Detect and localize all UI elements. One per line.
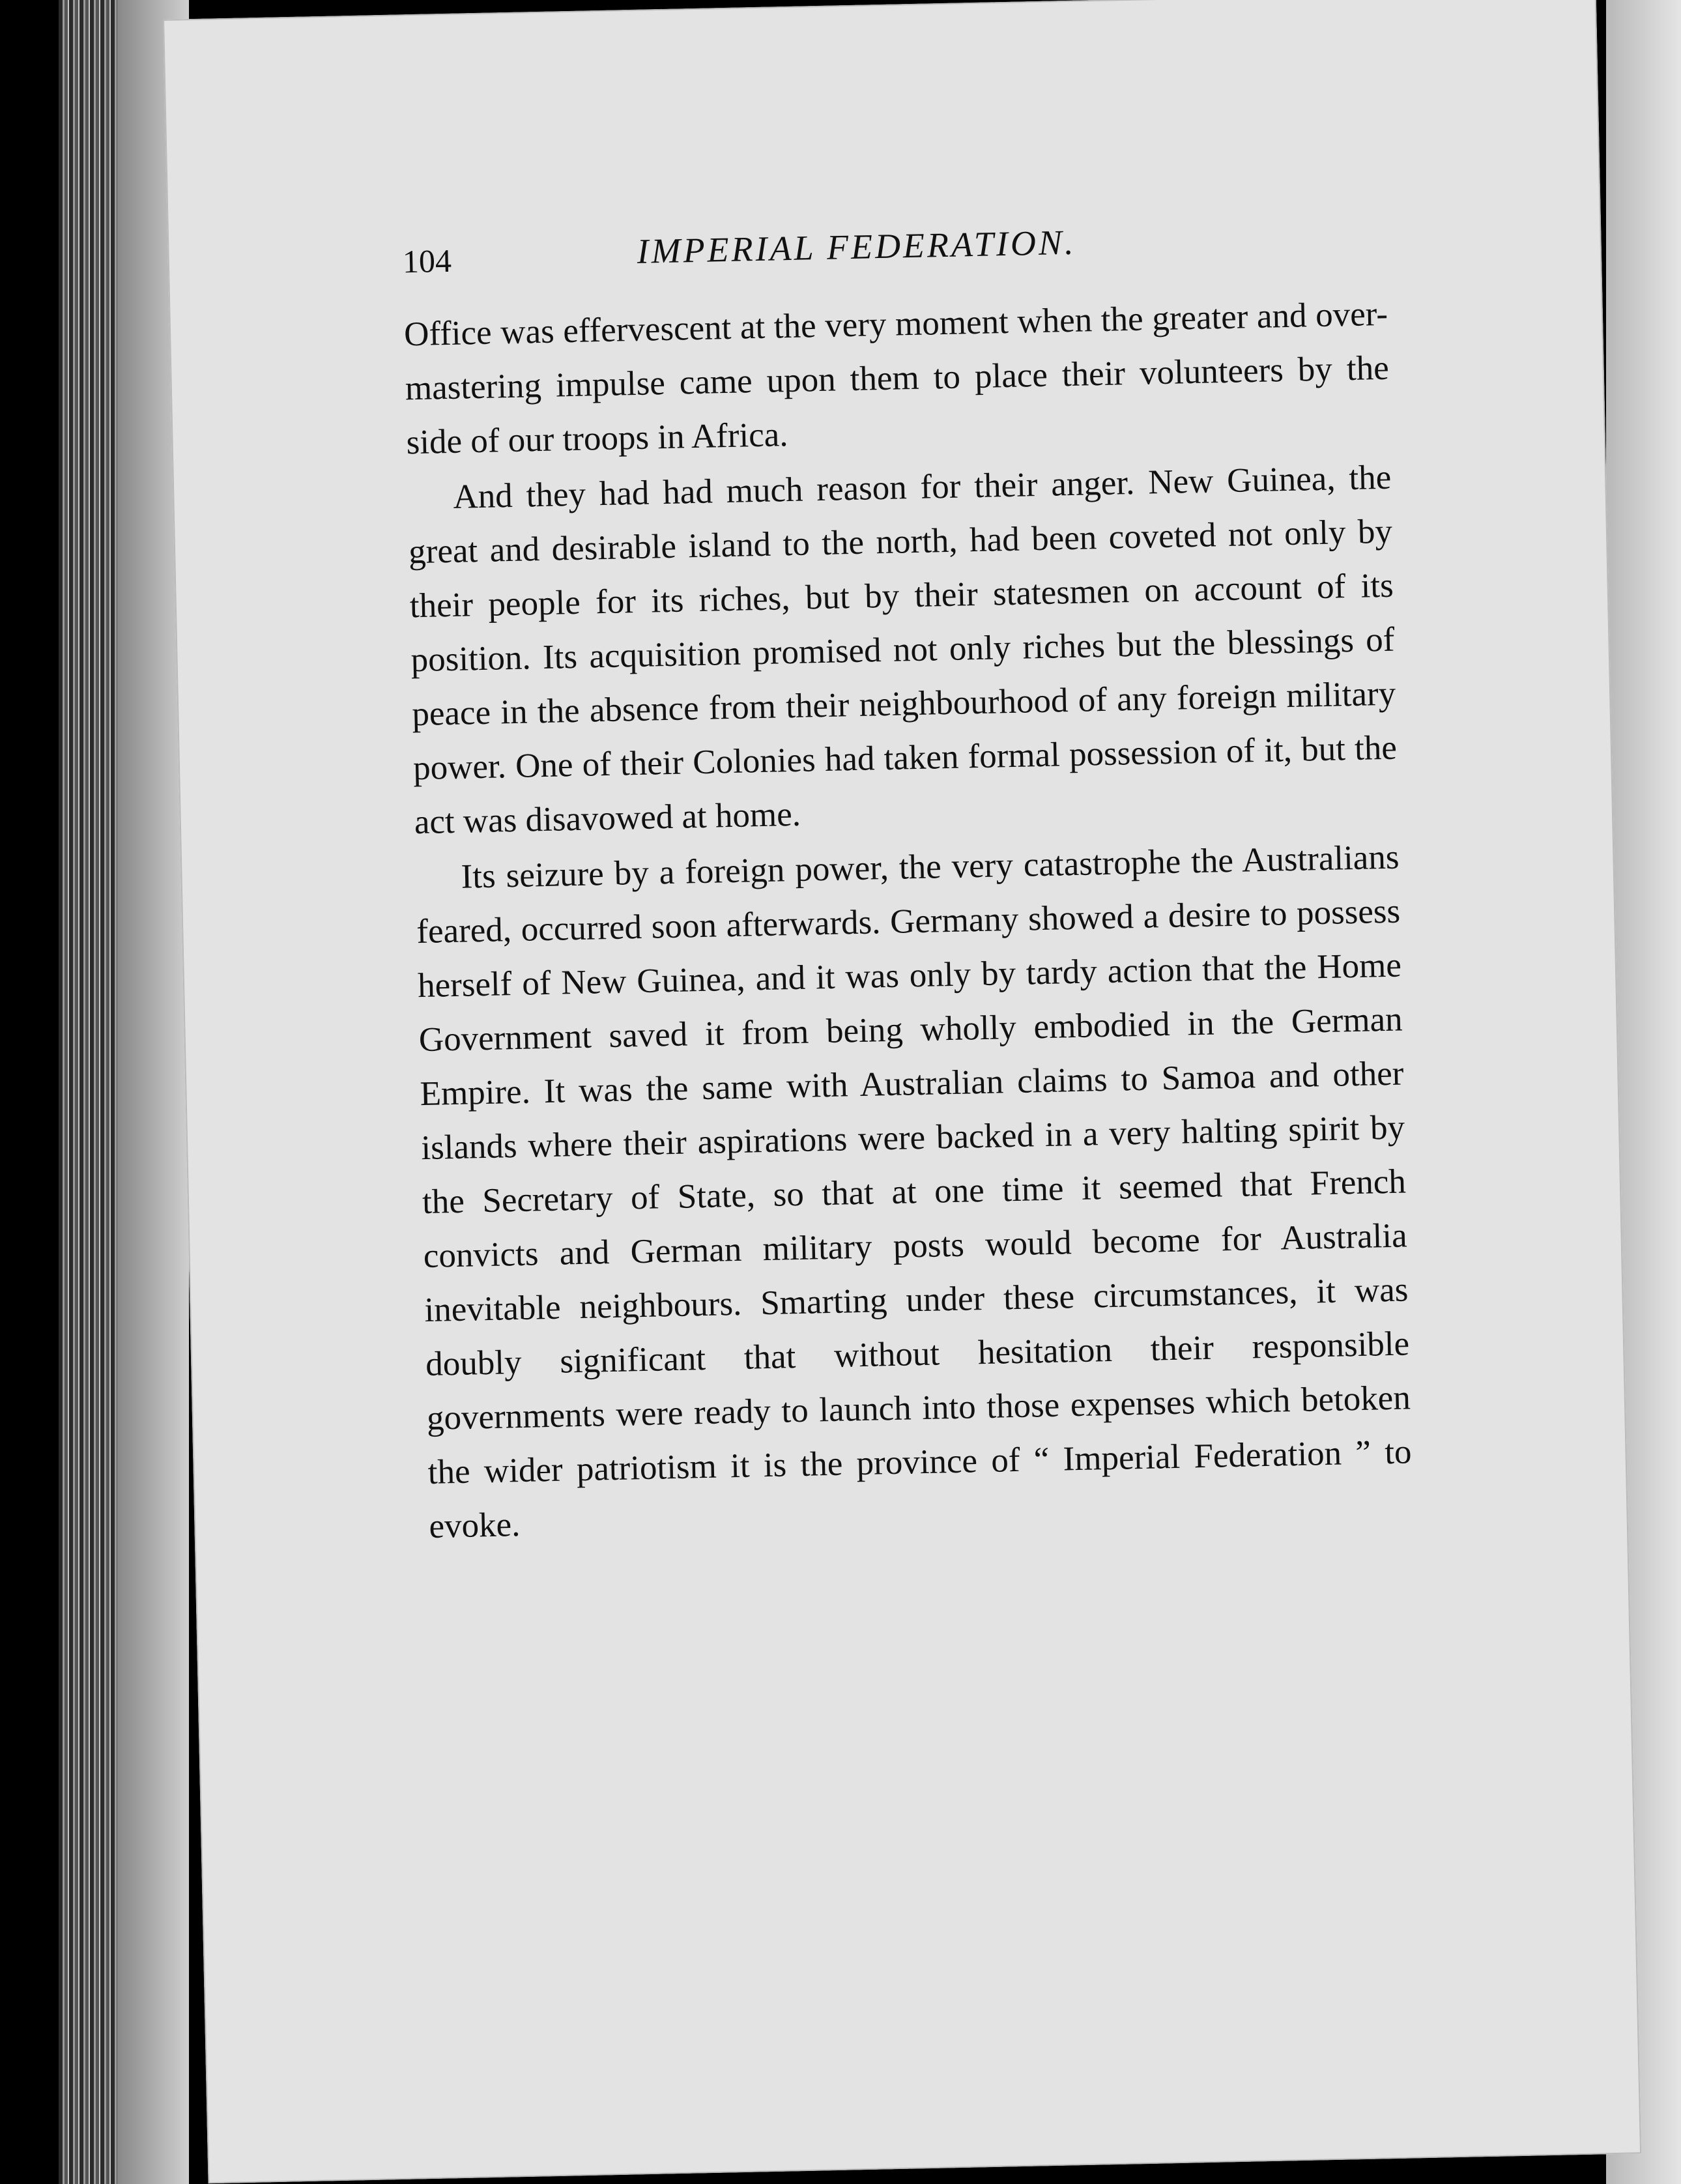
paragraph-3: Its seizure by a foreign power, the very catastrophe the Australians feared, occurred soon afterwards. Germany showed a desire to possess herself of New Guinea, and it was only by tardy action that the Home Government saved it from being wholly embodied in the German Empire. It was the same with Australian claims to Samoa and other islands where their aspirations were backed in a very halting spirit by the Secretary of State, so that at one time it seemed that French convicts and German military posts would become for Australia inevitable neighbours. Smarting under these circumstances, it was doubly significant that without hesitation their responsible governments were ready to launch into those expenses which betoken the wider patriotism it is the province of “ Imperial Federation ” to evoke.	[416, 838, 1413, 1545]
page-number: 104	[402, 242, 452, 280]
paragraph-1: Office was effervescent at the very moment when the greater and over-mastering impulse came upon them to place their volunteers by the side of our troops in Africa.	[403, 295, 1390, 462]
paragraph-2: And they had had much reason for their anger. New Guinea, the great and desirable island to the north, had been coveted not only by their people for its riches, but by their statesmen on account of its position. Its acquisition promised not only riches but the blessings of peace in the absence from their neighbourhood of any foreign military power. One of their Colonies had taken formal possession of it, but the act was disavowed at home.	[408, 458, 1398, 842]
book-page	[163, 0, 1641, 2183]
text-block	[402, 216, 1417, 1734]
body-text	[403, 287, 1413, 1554]
running-title: IMPERIAL FEDERATION.	[636, 222, 1076, 271]
